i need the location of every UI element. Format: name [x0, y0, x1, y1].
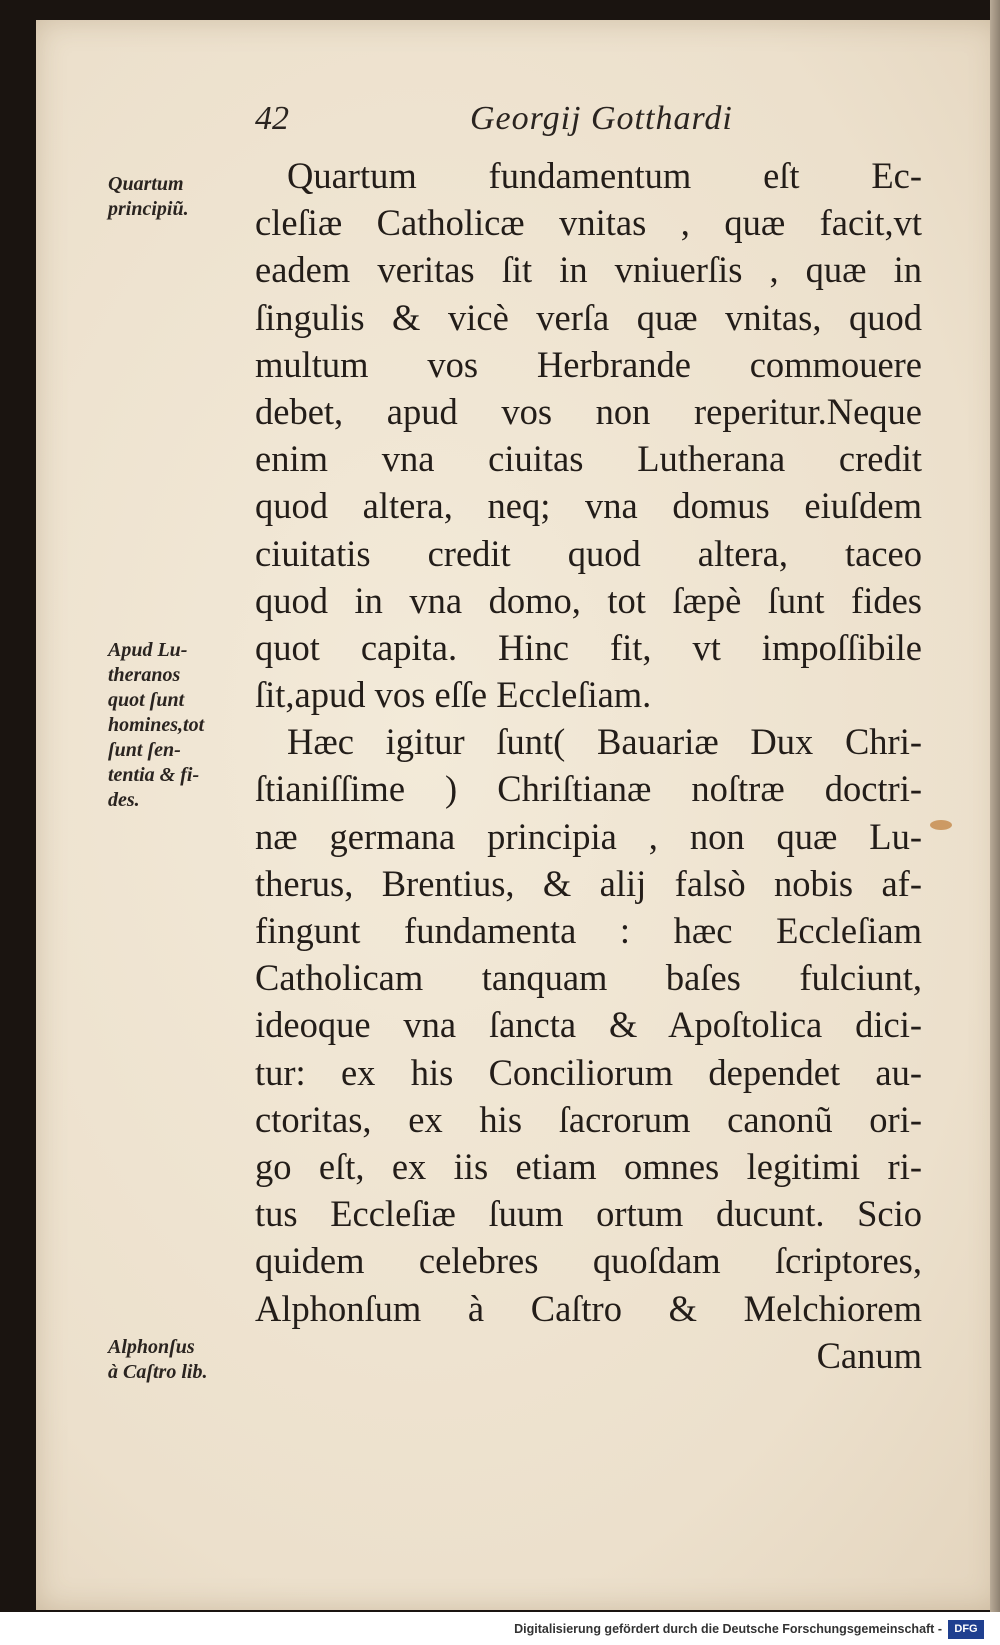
running-head: Georgij Gotthardi: [470, 100, 733, 137]
ink-fleck: [930, 820, 952, 830]
text-line: enim vna ciuitas Lutherana credit: [255, 438, 922, 480]
text-line: ciuitatis credit quod altera, taceo: [255, 532, 922, 574]
body-text: [255, 152, 922, 1379]
text-line: Hæc igitur ſunt( Bauariæ Dux Chri-: [287, 721, 922, 763]
dfg-logo: DFG: [948, 1620, 984, 1639]
text-line: ſtianiſſime ) Chriſtianæ noſtræ doctri-: [255, 768, 922, 810]
page-number: 42: [255, 100, 289, 137]
margin-note-line: tentia & fi-: [108, 764, 200, 786]
margin-note-quartum: [108, 172, 243, 222]
text-line: quidem celebres quoſdam ſcriptores,: [255, 1240, 922, 1282]
text-line: ſit,apud vos eſſe Eccleſiam.: [255, 674, 652, 716]
funding-credit: Digitalisierung gefördert durch die Deutsche Forschungsgemeinschaft -: [514, 1622, 942, 1636]
catchword: Canum: [816, 1334, 922, 1376]
margin-note-line: Apud Lu-: [108, 639, 188, 661]
text-line: Catholicam tanquam baſes fulciunt,: [255, 957, 922, 999]
margin-note-line: Alphonſus: [108, 1336, 195, 1358]
text-line: ſingulis & vicè verſa quæ vnitas, quod: [255, 296, 922, 338]
page-header: [255, 100, 905, 150]
page-edge: [990, 0, 1000, 1612]
margin-note-line: theranos: [108, 664, 181, 686]
footer: [0, 1612, 1000, 1645]
margin-note-alphonsus: [108, 1335, 243, 1385]
text-line: ctoritas, ex his ſacrorum canonũ ori-: [255, 1098, 922, 1140]
text-line: go eſt, ex iis etiam omnes legitimi ri-: [255, 1145, 922, 1187]
text-line: multum vos Herbrande commouere: [255, 343, 922, 385]
text-line: cleſiæ Catholicæ vnitas , quæ facit,vt: [255, 202, 922, 244]
text-line: eadem veritas ſit in vniuerſis , quæ in: [255, 249, 922, 291]
margin-note-line: principiũ.: [108, 198, 189, 220]
text-line: debet, apud vos non reperitur.Neque: [255, 390, 922, 432]
text-line: Alphonſum à Caſtro & Melchiorem: [255, 1287, 922, 1329]
text-line: tus Eccleſiæ ſuum ortum ducunt. Scio: [255, 1193, 922, 1235]
margin-note-lutheranos: [108, 638, 243, 813]
margin-note-line: homines,tot: [108, 714, 205, 736]
margin-note-line: ſunt ſen-: [108, 739, 181, 761]
margin-note-line: quot ſunt: [108, 689, 185, 711]
text-line: fingunt fundamenta : hæc Eccleſiam: [255, 910, 922, 951]
text-line: Quartum fundamentum eſt Ec-: [287, 155, 922, 196]
margin-note-line: à Caſtro lib.: [108, 1361, 208, 1383]
text-line: ideoque vna ſancta & Apoſtolica dici-: [255, 1004, 922, 1046]
margin-note-line: des.: [108, 789, 140, 811]
margin-note-line: Quartum: [108, 173, 184, 195]
text-line: tur: ex his Conciliorum dependet au-: [255, 1051, 922, 1093]
text-line: quot capita. Hinc fit, vt impoſſibile: [255, 626, 922, 668]
text-line: næ germana principia , non quæ Lu-: [255, 815, 922, 857]
text-line: therus, Brentius, & alij falsò nobis af-: [255, 862, 922, 904]
text-line: quod in vna domo, tot ſæpè ſunt fides: [255, 579, 922, 621]
text-line: quod altera, neq; vna domus eiuſdem: [255, 485, 922, 527]
